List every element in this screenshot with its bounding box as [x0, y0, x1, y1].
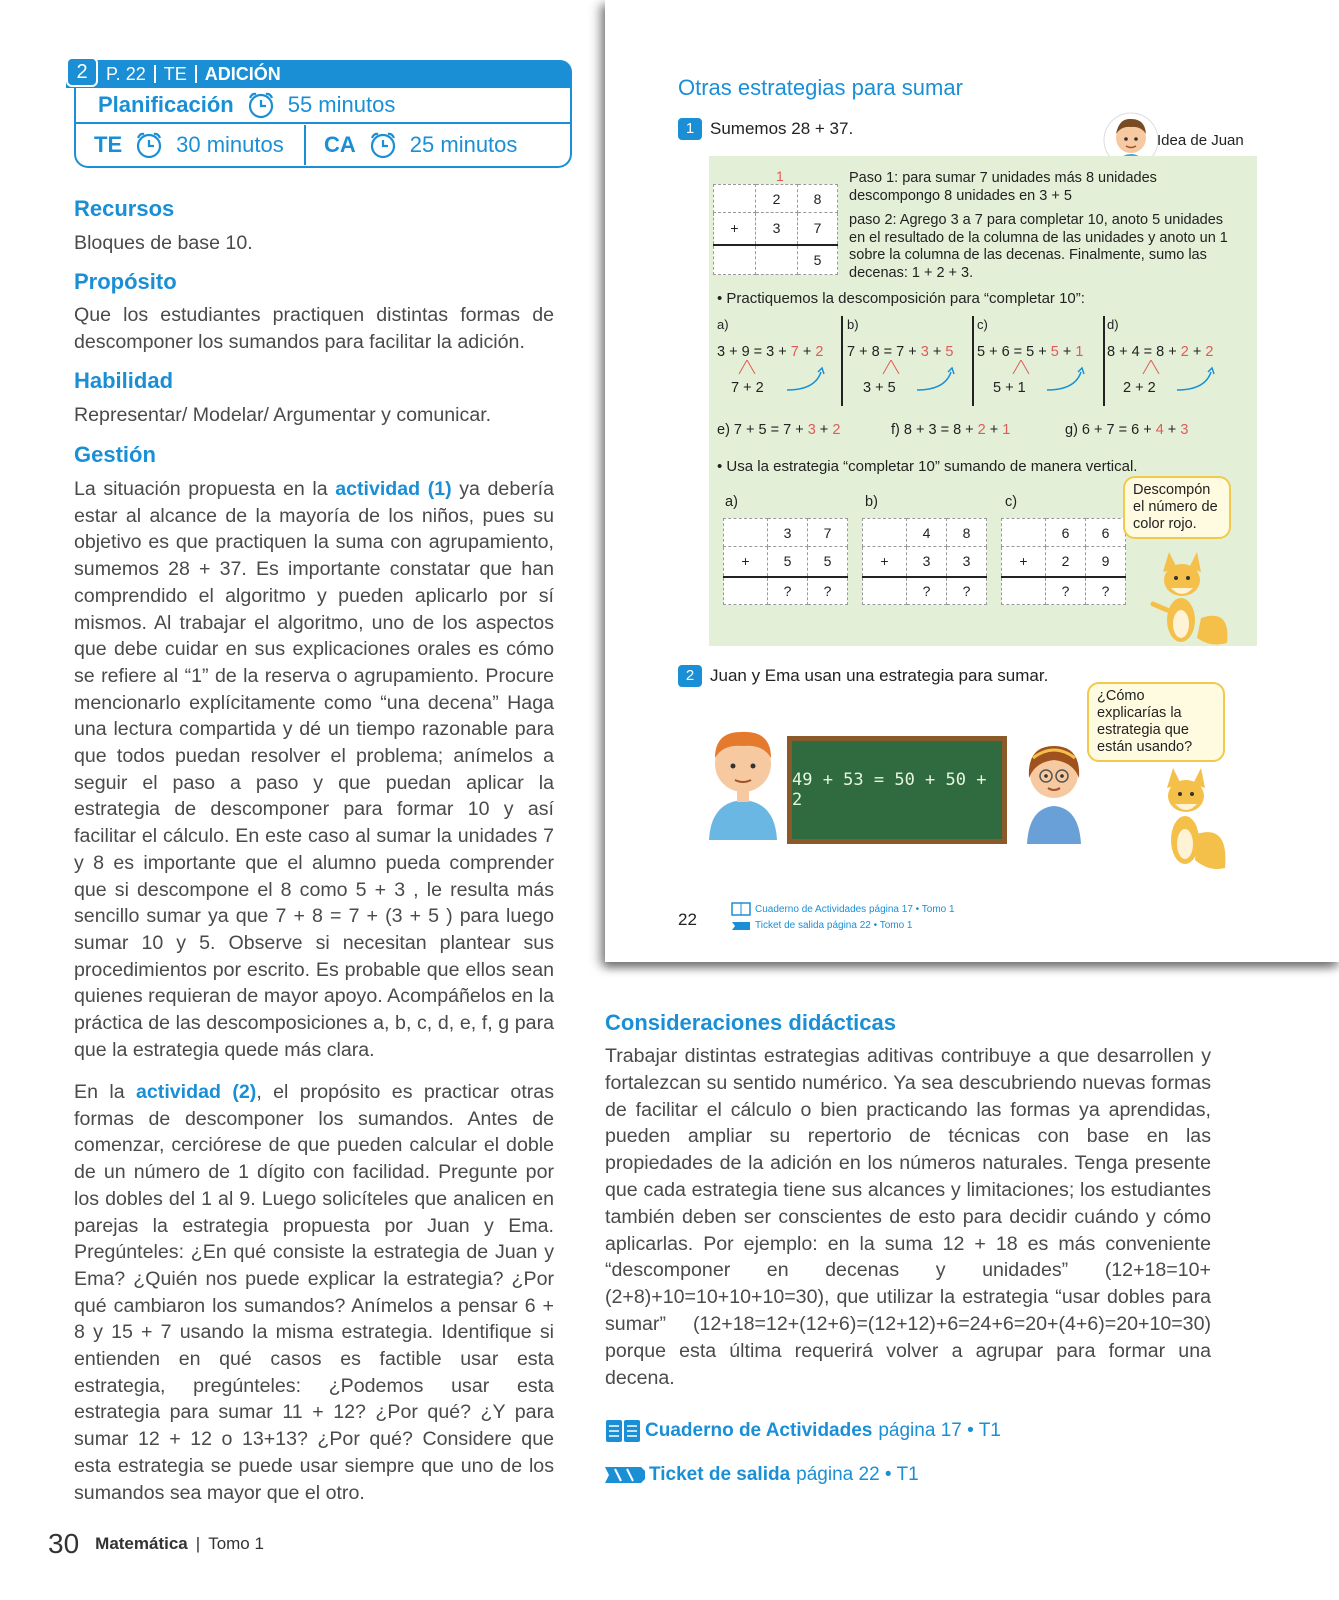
consideraciones-heading: Consideraciones didácticas — [605, 1010, 896, 1035]
book-page-number: 22 — [678, 910, 697, 929]
gestion-p2-start: En la — [74, 1081, 137, 1103]
eq-part-1: 5 — [1050, 343, 1059, 360]
time-split-row — [76, 124, 570, 166]
item-equation — [847, 344, 972, 362]
grid-cell: 7 — [798, 213, 838, 245]
chalkboard — [787, 736, 1007, 844]
te-time: 30 minutos — [176, 132, 284, 157]
item-label: g) — [1065, 422, 1082, 438]
volume-label: Tomo 1 — [208, 1534, 264, 1553]
decompose-item-f — [891, 422, 1010, 440]
grid-cell: 3 — [947, 547, 987, 577]
question-bubble: ¿Cómo explicarías la estrategia que están usando? — [1087, 682, 1225, 762]
eq-part-2: 2 — [815, 343, 824, 360]
grid-cell — [714, 185, 756, 213]
exit-ticket-reference[interactable] — [605, 1464, 919, 1486]
eq-text: 7 + 8 = 7 + — [847, 343, 921, 360]
activity-1-ref: actividad (1) — [335, 478, 452, 500]
vertical-label-a: a) — [725, 494, 738, 510]
divider — [972, 316, 974, 406]
juan-idea-label: Idea de Juan — [1157, 132, 1244, 149]
eq-part-1: 2 — [1180, 343, 1189, 360]
workbook-page: página 17 • T1 — [878, 1420, 1001, 1441]
gestion-heading: Gestión — [74, 442, 156, 467]
grid-cell: ? — [808, 577, 848, 605]
grid-cell — [863, 577, 907, 605]
eq-part-2: 1 — [1075, 343, 1084, 360]
decompose-item-e — [717, 422, 840, 440]
proposito-text: Que los estudiantes practiquen distintas formas de descomponer los sumandos para facilitar la adición. — [74, 304, 554, 353]
header-body — [74, 88, 572, 168]
eq-mid: + — [1163, 422, 1181, 438]
page-footer — [48, 1528, 264, 1560]
grid-cell: 9 — [1086, 547, 1126, 577]
page-number: 30 — [48, 1528, 80, 1559]
grid-cell: ? — [907, 577, 947, 605]
activity-1-panel — [709, 156, 1257, 646]
gestion-p1-start: La situación propuesta en la — [74, 478, 336, 500]
activity-2-ref: actividad (2) — [136, 1081, 257, 1103]
divider — [1103, 316, 1105, 406]
te-label: TE — [94, 132, 123, 157]
book-links — [755, 902, 955, 934]
eq-mid: + — [1058, 343, 1076, 360]
lesson-number: 2 — [66, 57, 98, 87]
eq-part-1: 7 — [790, 343, 799, 360]
open-book-icon — [605, 1418, 641, 1444]
fox-mascot-icon — [1151, 764, 1231, 874]
item-label: c) — [977, 317, 988, 332]
lesson-header — [66, 60, 572, 168]
eq-text: 8 + 3 = 8 + — [903, 422, 978, 438]
ticket-icon — [605, 1465, 645, 1485]
eq-mid: + — [985, 422, 1003, 438]
topic: ADICIÓN — [204, 64, 281, 84]
item-equation — [1107, 344, 1237, 362]
vertical-grid-c — [1001, 518, 1126, 605]
grid-cell: 8 — [947, 519, 987, 547]
grid-cell — [1002, 519, 1046, 547]
grid-cell: 3 — [768, 519, 808, 547]
grid-cell: + — [1002, 547, 1046, 577]
decompose-row-1 — [717, 316, 1237, 406]
vertical-label-b: b) — [865, 494, 878, 510]
exit-ticket-link[interactable]: Ticket de salida página 22 • Tomo 1 — [755, 920, 913, 931]
item-equation — [717, 344, 842, 362]
eq-part-1: 3 — [807, 422, 816, 438]
ca-cell — [306, 125, 517, 165]
decompose-item-g — [1065, 422, 1188, 440]
grid-cell: 2 — [1046, 547, 1086, 577]
gestion-p1-rest: ya debería estar al alcance de la mayoría de los niños, pues su objetivo es que practiquen la suma con agrupamiento, sumemos 28 + 37. Es importante constatar que han comprendido el algoritmo y pueden aplicarlo por sí mismos. Al trabajar el algoritmo, uno de los aspectos que debe cuidar en sus explicaciones orales es cómo se refiere al “1” de la reserva o agrupamiento. Procure mencionarlo explícitamente como “una decena” Haga una lectura compartida y dé un tiempo razonable para que todos puedan resolver el problema; anímelos a seguir el paso a paso y que puedan aplicar la estrategia de descomponer para formar 10 y así facilitar el cálculo. En este caso al sumar la unidades 7 y 8 es importante que el alumno pueda comprender que si descompone el 8 como 5 + 3 , le resulta más sencillo sumar ya que 7 + 8 = 7 + (3 + 5 ) para luego sumar 10 y 5. Observe si necesitan plantear sus procedimientos por escrito. Es probable que ellos sean quienes requieran de mayor apoyo. Acompáñelos en la práctica de las descomposiciones a, b, c, d, e, f, g para que la estrategia quede más clara. — [74, 478, 554, 1061]
grid-cell: 3 — [907, 547, 947, 577]
decompose-item-c — [977, 316, 1102, 406]
practice-instruction-2: • Usa la estrategia “completar 10” sumando de manera vertical. — [717, 458, 1138, 475]
eq-mid: + — [1188, 343, 1206, 360]
workbook-reference[interactable] — [605, 1418, 1001, 1444]
exit-ticket-page: página 22 • T1 — [796, 1464, 919, 1485]
grid-cell: 3 — [756, 213, 798, 245]
grid-cell — [724, 577, 768, 605]
item-label: e) — [717, 422, 734, 438]
eq-text: 5 + 6 = 5 + — [977, 343, 1051, 360]
decompose-item-a — [717, 316, 842, 406]
ema-figure-icon — [1019, 734, 1089, 844]
ca-time: 25 minutos — [409, 132, 518, 157]
item-label: d) — [1107, 317, 1119, 332]
item-label: a) — [717, 317, 729, 332]
eq-text: 3 + 9 = 3 + — [717, 343, 791, 360]
decomposition: 7 + 2 — [731, 380, 764, 396]
eq-part-2: 5 — [945, 343, 954, 360]
footer-separator: | — [195, 1534, 201, 1553]
item-label: b) — [847, 317, 859, 332]
eq-text: 6 + 7 = 6 + — [1081, 422, 1156, 438]
decomposition: 2 + 2 — [1123, 380, 1156, 396]
carry-digit: 1 — [776, 168, 784, 184]
subject-name: Matemática — [95, 1534, 188, 1553]
workbook-icon — [731, 902, 751, 934]
eq-part-1: 3 — [920, 343, 929, 360]
divider — [841, 316, 843, 406]
grid-cell — [724, 519, 768, 547]
chalkboard-equation: 49 + 53 = 50 + 50 + 2 — [792, 741, 1002, 839]
te-cell — [76, 125, 306, 165]
planificacion-row — [76, 88, 570, 124]
gestion-paragraph-2 — [74, 1079, 554, 1506]
planificacion-label: Planificación — [98, 92, 234, 117]
grid-cell: 6 — [1086, 519, 1126, 547]
planificacion-time: 55 minutos — [287, 92, 396, 117]
question-2-text: Juan y Ema usan una estrategia para sumar. — [710, 666, 1049, 685]
question-1-text: Sumemos 28 + 37. — [710, 119, 854, 138]
decomposition: 3 + 5 — [863, 380, 896, 396]
eq-text: 7 + 5 = 7 + — [733, 422, 808, 438]
grid-cell: 5 — [768, 547, 808, 577]
question-1 — [678, 118, 853, 140]
grid-cell: 7 — [808, 519, 848, 547]
student-book-page — [605, 0, 1339, 962]
grid-cell: 6 — [1046, 519, 1086, 547]
grid-cell: + — [863, 547, 907, 577]
item-label: f) — [891, 422, 904, 438]
grid-cell: 5 — [808, 547, 848, 577]
recursos-text: Bloques de base 10. — [74, 232, 253, 254]
grid-cell — [714, 245, 756, 275]
step-2-text: paso 2: Agrego 3 a 7 para completar 10, anoto 5 unidades en el resultado de la columna de las unidades y anoto un 1 sobre la columna de las decenas. Finalmente, sumo las decenas: 1 + 2 + 3. — [849, 212, 1228, 281]
gestion-p2-rest: , el propósito es practicar otras formas de descomponer los sumandos. Antes de comenzar, cerciórese de que pueden calcular el doble de un número de 1 dígito con facilidad. Pregunte por los dobles del 1 al 9. Luego solicíteles que analicen en parejas la estrategia propuesta por Juan y Ema. Pregúnteles: ¿En qué consiste la estrategia de Juan y Ema? ¿Quién nos puede explicar la estrategia? ¿Por qué cambiaron los sumandos? Anímelos a pensar 6 + 8 y 15 + 7 usando la misma estrategia. Identifique si entienden en qué casos es factible usar esta estrategia, pregúnteles: ¿Podemos usar esta estrategia para sumar 11 + 12? ¿Por qué? ¿Y para sumar 12 + 12 o 13+13? ¿Por qué? Considere que esta estrategia se puede usar siempre que uno de los sumandos sea mayor que el otro. — [74, 1081, 554, 1504]
exit-ticket-title: Ticket de salida — [649, 1464, 791, 1485]
question-2 — [678, 665, 1048, 687]
eq-part-2: 2 — [1205, 343, 1214, 360]
grid-cell: 2 — [756, 185, 798, 213]
workbook-link[interactable]: Cuaderno de Actividades página 17 • Tomo 1 — [755, 904, 955, 915]
recursos-heading: Recursos — [74, 196, 175, 221]
juan-figure-icon — [701, 722, 785, 840]
grid-cell — [1002, 577, 1046, 605]
workbook-title: Cuaderno de Actividades — [645, 1420, 873, 1441]
fox-mascot-icon — [1131, 548, 1241, 648]
habilidad-text: Representar/ Modelar/ Argumentar y comunicar. — [74, 404, 492, 426]
grid-cell: 4 — [907, 519, 947, 547]
item-equation — [977, 344, 1102, 362]
alarm-clock-icon — [368, 130, 398, 160]
ca-label: CA — [324, 132, 356, 157]
addition-grid — [713, 184, 838, 275]
header-tab — [66, 60, 572, 88]
grid-cell: 8 — [798, 185, 838, 213]
eq-part-1: 2 — [977, 422, 986, 438]
question-2-number: 2 — [678, 665, 702, 687]
decompose-item-b — [847, 316, 972, 406]
grid-cell: + — [714, 213, 756, 245]
grid-cell — [863, 519, 907, 547]
grid-cell: ? — [768, 577, 808, 605]
eq-mid: + — [928, 343, 946, 360]
text-type: TE — [156, 65, 197, 83]
decompose-item-d — [1107, 316, 1237, 406]
grid-cell: ? — [1046, 577, 1086, 605]
eq-mid: + — [798, 343, 816, 360]
habilidad-heading: Habilidad — [74, 368, 174, 393]
proposito-heading: Propósito — [74, 269, 177, 294]
grid-cell: + — [724, 547, 768, 577]
grid-cell: 5 — [798, 245, 838, 275]
eq-text: 8 + 4 = 8 + — [1107, 343, 1181, 360]
hint-bubble: Descompón el número de color rojo. — [1123, 476, 1231, 539]
decomposition: 5 + 1 — [993, 380, 1026, 396]
alarm-clock-icon — [246, 90, 276, 120]
eq-part-1: 4 — [1155, 422, 1164, 438]
book-title: Otras estrategias para sumar — [678, 75, 963, 100]
question-1-number: 1 — [678, 118, 702, 140]
vertical-label-c: c) — [1005, 494, 1018, 510]
step-1-text: Paso 1: para sumar 7 unidades más 8 unidades descompongo 8 unidades en 3 + 5 — [849, 170, 1157, 204]
alarm-clock-icon — [134, 130, 164, 160]
vertical-grid-b — [862, 518, 987, 605]
eq-part-2: 2 — [832, 422, 841, 438]
eq-mid: + — [815, 422, 833, 438]
eq-part-2: 3 — [1180, 422, 1189, 438]
page-ref: P. 22 — [98, 65, 156, 83]
vertical-grid-a — [723, 518, 848, 605]
grid-cell: ? — [947, 577, 987, 605]
grid-cell — [756, 245, 798, 275]
consideraciones-text: Trabajar distintas estrategias aditivas contribuye a que desarrollen y fortalezcan su sentido numérico. Ya sea descubriendo nuevas formas de facilitar el cálculo o bien practicando las formas ya aprendidas, pueden ampliar su repertorio de técnicas con base en las propiedades de la adición en los números naturales. Tenga presente que cada estrategia tiene sus alcances y limitaciones; los estudiantes también deben ser conscientes de esto para decidir cuándo y cómo aplicarlas. Por ejemplo: en la suma 12 + 18 es más conveniente “descomponer en decenas y unidades” (12+18=10+(2+8)+10=10+10+10=30), que utilizar la estrategia “usar dobles para sumar” (12+18=12+(12+6)=(12+12)+6=24+6=20+(4+6)=20+10=30) porque esta última requerirá volver a agrupar para formar una decena. — [605, 1045, 1211, 1389]
grid-cell: ? — [1086, 577, 1126, 605]
gestion-paragraph-1 — [74, 476, 554, 1063]
eq-part-2: 1 — [1002, 422, 1011, 438]
practice-instruction-1: • Practiquemos la descomposición para “completar 10”: — [717, 290, 1085, 307]
